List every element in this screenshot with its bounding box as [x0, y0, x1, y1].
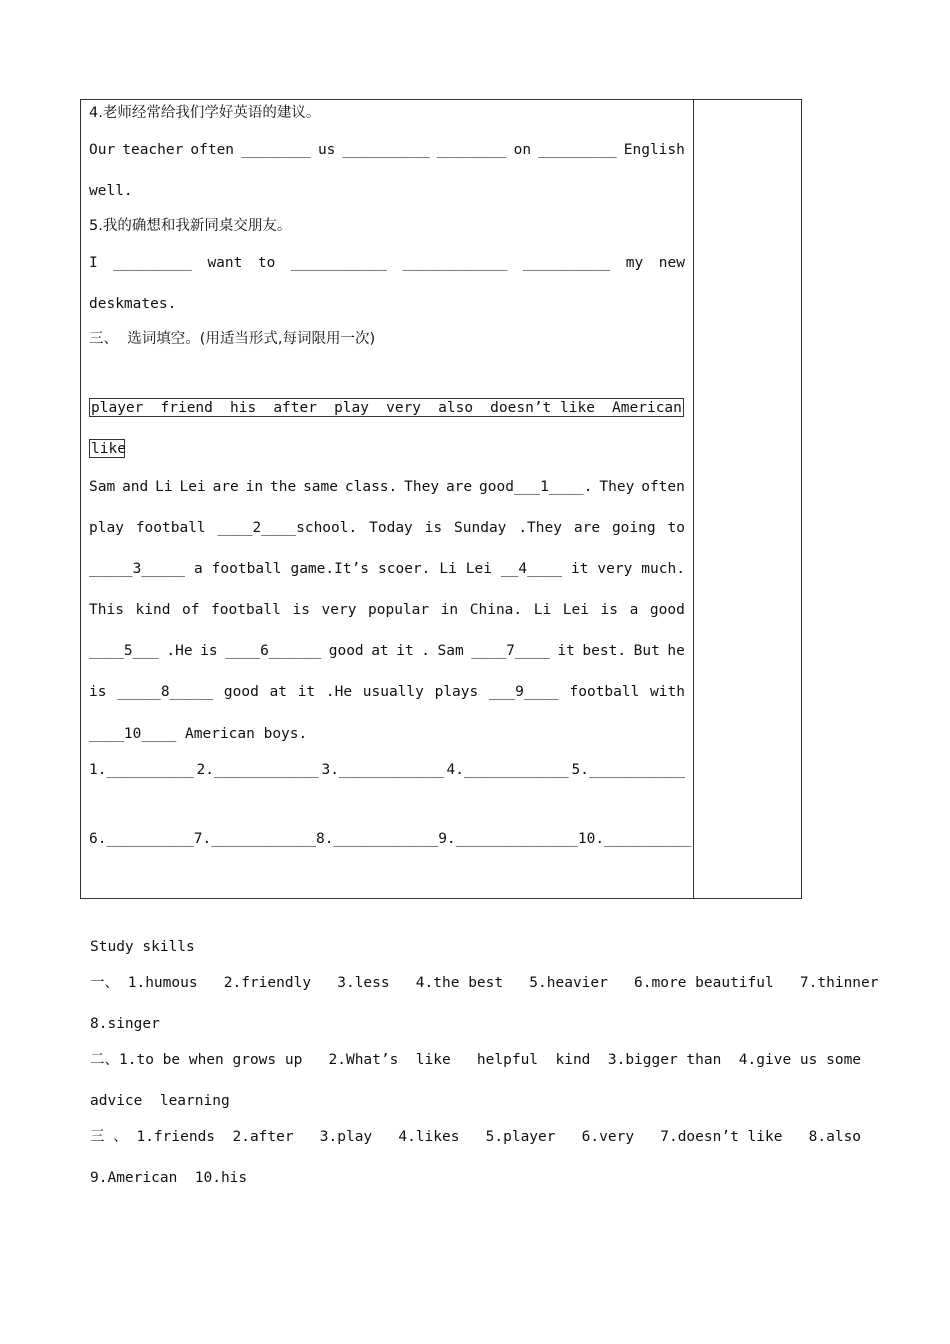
word: his — [230, 400, 257, 416]
word: kind — [135, 602, 171, 618]
word: ___________ — [290, 255, 387, 271]
word: ____6______ — [225, 643, 322, 659]
answers-line-2: 8.singer — [90, 1016, 160, 1032]
word: _____3_____ — [89, 561, 186, 577]
word: new — [658, 255, 685, 271]
word: 2.____________ — [196, 762, 319, 778]
word: Lei — [562, 602, 589, 618]
word: 1.__________ — [89, 762, 194, 778]
word: often — [641, 479, 685, 495]
word: it — [570, 561, 589, 577]
passage-line-5 — [89, 641, 685, 661]
word: at — [269, 684, 287, 700]
word: to — [667, 520, 685, 536]
word: _________ — [113, 255, 192, 271]
q5-english — [89, 253, 685, 273]
word: best. — [582, 643, 627, 659]
word: on — [513, 142, 532, 158]
word: game.It’s — [290, 561, 370, 577]
word: same — [303, 479, 338, 495]
word: want — [207, 255, 243, 271]
word: Li — [155, 479, 173, 495]
section3-title: 三、 选词填空。(用适当形式,每词限用一次) — [89, 331, 376, 347]
word: scoer. — [378, 561, 431, 577]
word: also — [438, 400, 474, 416]
word: English — [623, 142, 685, 158]
word: ___9____ — [488, 684, 559, 700]
word: football — [211, 561, 282, 577]
answer-blanks-row-2 — [89, 829, 692, 849]
word: is — [600, 602, 619, 618]
answers-line-1: 一、 1.humous 2.friendly 3.less 4.the best 5.heavier 6.more beautiful 7.thinner — [90, 975, 879, 991]
word: good — [223, 684, 259, 700]
word: Sunday — [454, 520, 507, 536]
word: Today — [369, 520, 413, 536]
word: ____________ — [402, 255, 508, 271]
word: very — [386, 400, 422, 416]
q5-chinese: 5.我的确想和我新同桌交朋友。 — [89, 218, 292, 234]
word: it — [557, 643, 575, 659]
word: popular — [368, 602, 430, 618]
passage-line-4 — [89, 600, 685, 620]
word: 5.___________ — [571, 762, 685, 778]
word: ____2____school. — [217, 520, 358, 536]
word: American — [612, 400, 682, 416]
word: They — [599, 479, 635, 495]
answers-line-4: advice learning — [90, 1093, 230, 1109]
word: it — [396, 643, 414, 659]
word: __________ — [522, 255, 611, 271]
q4-chinese: 4.老师经常给我们学好英语的建议。 — [89, 105, 321, 121]
word-bank — [91, 398, 682, 418]
word: good___1____. — [479, 479, 593, 495]
answers-heading: Study skills — [90, 939, 195, 955]
word: a — [629, 602, 639, 618]
word: with — [650, 684, 685, 700]
word: class. — [344, 479, 398, 495]
word: good — [328, 643, 364, 659]
passage-line-3 — [89, 559, 685, 579]
word-bank-last: like — [91, 441, 126, 457]
word: very — [597, 561, 633, 577]
word: .He — [325, 684, 353, 700]
answers-line-3: 二、1.to be when grows up 2.What’s like helpful kind 3.bigger than 4.give us some — [90, 1052, 862, 1068]
word: is — [200, 643, 218, 659]
word: 6.__________ — [89, 831, 194, 847]
q5-english-cont: deskmates. — [89, 296, 177, 312]
word: my — [625, 255, 644, 271]
answer-blanks-row-1 — [89, 760, 685, 780]
word: ________ — [436, 142, 507, 158]
word: and — [122, 479, 149, 495]
word: the — [270, 479, 297, 495]
word: football — [135, 520, 206, 536]
word: 7.____________ — [193, 831, 316, 847]
word: Lei — [465, 561, 492, 577]
word: are — [445, 479, 473, 495]
word: This — [89, 602, 124, 618]
word: I — [89, 255, 98, 271]
word: Our — [89, 142, 116, 158]
word: .They — [518, 520, 562, 536]
word: 3.____________ — [321, 762, 444, 778]
answers-line-6: 9.American 10.his — [90, 1170, 248, 1186]
word: at — [371, 643, 389, 659]
word: . — [421, 643, 430, 659]
word: ____7____ — [471, 643, 550, 659]
word: is — [424, 520, 443, 536]
word: usually — [362, 684, 424, 700]
word: Sam — [437, 643, 464, 659]
word: But — [633, 643, 660, 659]
word: Li — [533, 602, 552, 618]
word: 9.______________ — [438, 831, 578, 847]
passage-line-2 — [89, 518, 685, 538]
word: Li — [439, 561, 457, 577]
word: player — [91, 400, 144, 416]
word: he — [667, 643, 685, 659]
word: play — [334, 400, 369, 416]
word: _____8_____ — [117, 684, 214, 700]
word: a — [193, 561, 203, 577]
word: play — [89, 520, 124, 536]
word: us — [317, 142, 336, 158]
word: football — [211, 602, 281, 618]
word: They — [404, 479, 440, 495]
word: __4____ — [500, 561, 563, 577]
word: to — [257, 255, 276, 271]
word: football — [569, 684, 640, 700]
word: ________ — [241, 142, 311, 158]
word: much. — [641, 561, 685, 577]
word: 8.____________ — [315, 831, 439, 847]
word: is — [89, 684, 107, 700]
word: going — [611, 520, 656, 536]
column-divider — [693, 100, 694, 898]
word: doesn’t like — [490, 400, 595, 416]
q4-english — [89, 140, 685, 160]
word: .He — [166, 643, 193, 659]
word: it — [297, 684, 316, 700]
answers-line-5: 三 、 1.friends 2.after 3.play 4.likes 5.player 6.very 7.doesn’t like 8.also — [90, 1129, 862, 1145]
word: of — [182, 602, 200, 618]
word: 4.____________ — [446, 762, 569, 778]
word: Lei — [179, 479, 206, 495]
word: ____5___ — [89, 643, 159, 659]
word: 10.__________ — [577, 831, 692, 847]
q4-english-cont: well. — [89, 183, 133, 199]
word: __________ — [342, 142, 430, 158]
word: are — [212, 479, 239, 495]
word: teacher — [122, 142, 184, 158]
word: in — [440, 602, 459, 618]
word: is — [292, 602, 310, 618]
word: good — [649, 602, 685, 618]
word: plays — [434, 684, 479, 700]
word: after — [273, 400, 317, 416]
passage-line-1 — [89, 477, 685, 497]
passage-line-7: ____10____ American boys. — [89, 726, 308, 742]
word: Sam — [89, 479, 116, 495]
word: China. — [469, 602, 523, 618]
word: are — [573, 520, 601, 536]
word: very — [321, 602, 357, 618]
word: in — [245, 479, 264, 495]
word: friend — [160, 400, 213, 416]
word: often — [190, 142, 235, 158]
passage-line-6 — [89, 682, 685, 702]
word: _________ — [538, 142, 617, 158]
